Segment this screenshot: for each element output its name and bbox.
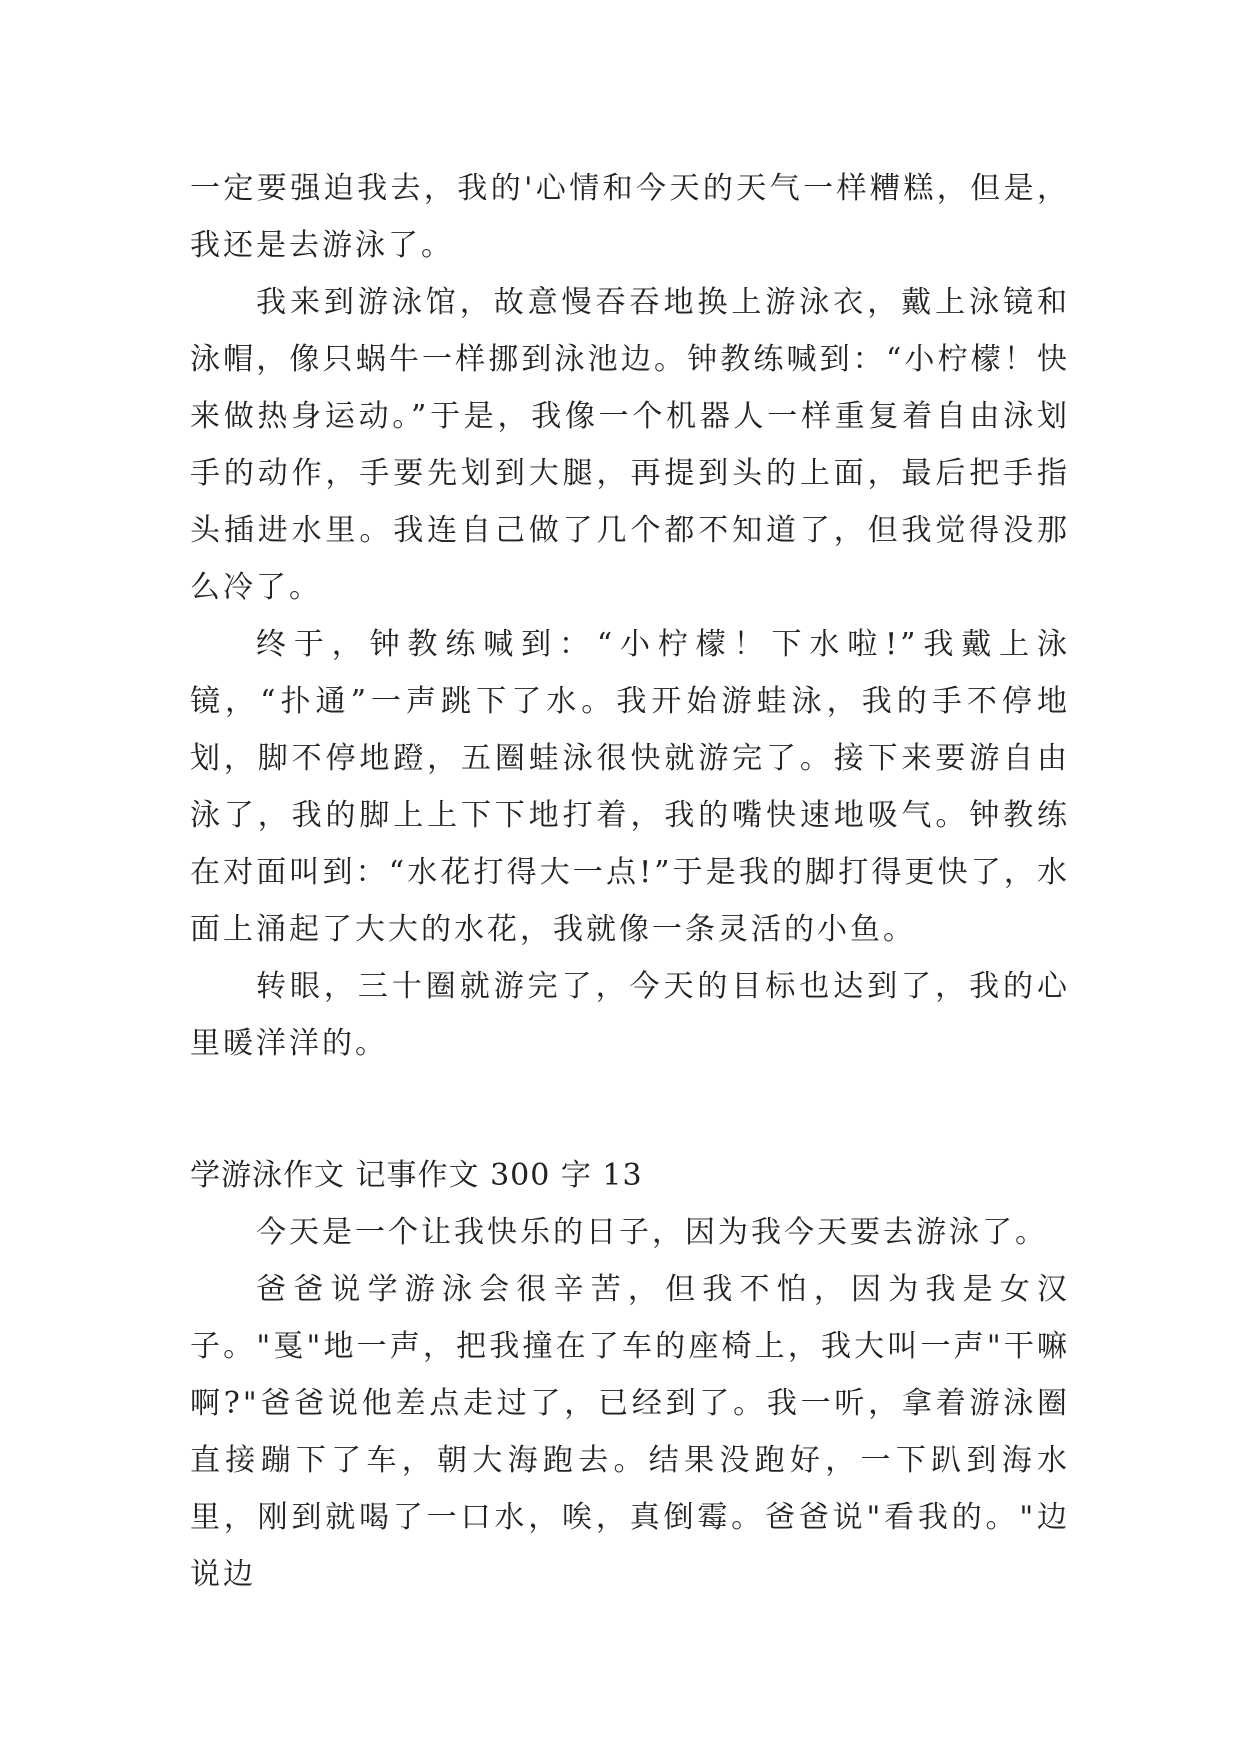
paragraph-beach: 爸爸说学游泳会很辛苦，但我不怕，因为我是女汉子。"戛"地一声，把我撞在了车的座椅上，我大叫一声"干嘛啊?"爸爸说他差点走过了，已经到了。我一听，拿着游泳圈直接蹦下了车，朝大海跑去。结果没跑好，一下趴到海水里，刚到就喝了一口水，唉，真倒霉。爸爸说"看我的。"边说边 <box>190 1272 1070 1592</box>
section-title: 学游泳作文 记事作文 300 字 13 <box>190 1158 643 1193</box>
paragraph-happy-day: 今天是一个让我快乐的日子，因为我今天要去游泳了。 <box>256 1215 1048 1250</box>
paragraph-swim-practice: 终于，钟教练喊到：“小柠檬！下水啦!”我戴上泳镜，“扑通”一声跳下了水。我开始游蛙泳，我的手不停地划，脚不停地蹬，五圈蛙泳很快就游完了。接下来要游自由泳了，我的脚上上下下地打着，我的嘴快速地吸气。钟教练在对面叫到：“水花打得大一点!”于是我的脚打得更快了，水面上涌起了大大的水花，我就像一条灵活的小鱼。 <box>190 627 1070 947</box>
document-body <box>190 160 1070 1603</box>
paragraph-finish: 转眼，三十圈就游完了，今天的目标也达到了，我的心里暖洋洋的。 <box>190 969 1070 1061</box>
paragraph-arrive-pool: 我来到游泳馆，故意慢吞吞地换上游泳衣，戴上泳镜和泳帽，像只蜗牛一样挪到泳池边。钟教练喊到：“小柠檬！快来做热身运动。”于是，我像一个机器人一样重复着自由泳划手的动作，手要先划到大腿，再提到头的上面，最后把手指头插进水里。我连自己做了几个都不知道了，但我觉得没那么冷了。 <box>190 285 1070 605</box>
paragraph-continued: 一定要强迫我去，我的'心情和今天的天气一样糟糕，但是，我还是去游泳了。 <box>190 171 1070 263</box>
